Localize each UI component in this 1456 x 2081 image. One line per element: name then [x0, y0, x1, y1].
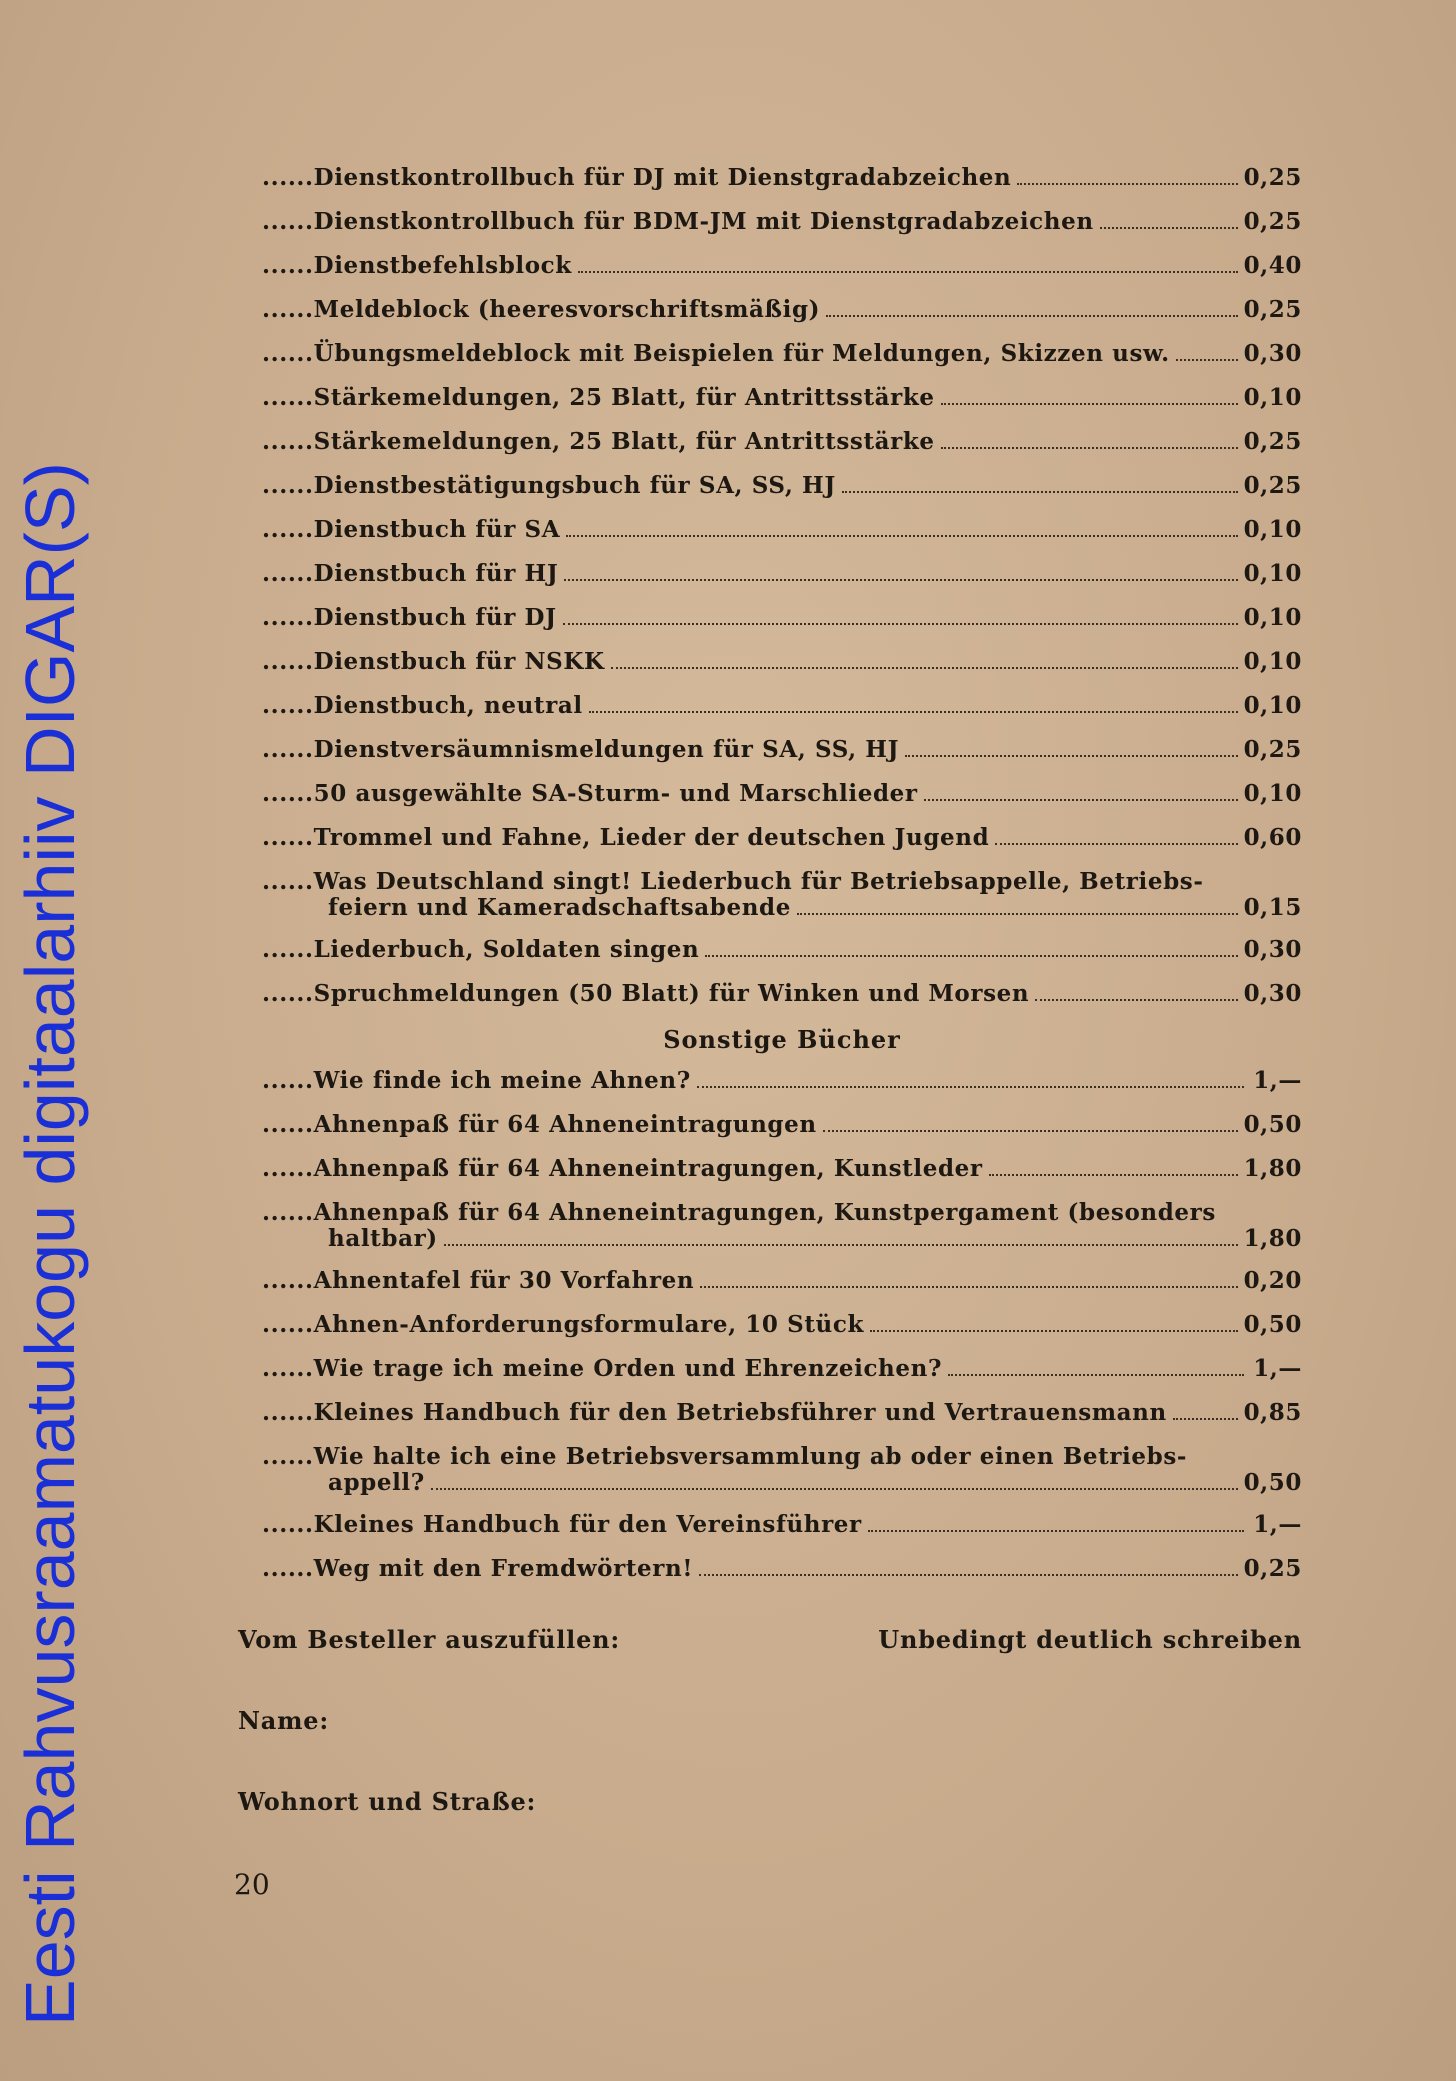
list-item — [262, 385, 1302, 411]
item-list-group-2 — [262, 1068, 1302, 1582]
item-price: 1,80 — [1243, 1155, 1302, 1182]
dot-leader — [797, 913, 1238, 915]
item-price: 0,50 — [1243, 1469, 1302, 1496]
dot-leader — [1173, 1418, 1238, 1420]
item-title-line-1 — [262, 869, 1302, 895]
item-title: Dienstbefehlsblock — [313, 252, 572, 279]
list-item — [262, 253, 1302, 279]
dot-leader — [1100, 227, 1238, 229]
item-title: Kleines Handbuch für den Vereinsführer — [313, 1511, 862, 1538]
item-title: Spruchmeldungen (50 Blatt) für Winken und Morsen — [313, 980, 1030, 1007]
item-lead-dots: ...... — [262, 384, 314, 411]
list-item — [262, 1156, 1302, 1182]
dot-leader — [924, 799, 1238, 801]
item-title: Stärkemeldungen, 25 Blatt, für Antrittsstärke — [313, 428, 935, 455]
item-price: 0,10 — [1243, 384, 1302, 411]
item-lead-dots: ...... — [262, 340, 314, 367]
item-title: Dienstbuch für HJ — [313, 560, 559, 587]
dot-leader — [870, 1330, 1238, 1332]
item-lead-dots: ...... — [262, 472, 314, 499]
item-title: Ahnenpaß für 64 Ahneneintragungen — [313, 1111, 817, 1138]
dot-leader — [948, 1374, 1244, 1376]
form-left-label: Vom Besteller auszufüllen: — [238, 1625, 621, 1654]
list-item — [262, 1200, 1302, 1252]
item-title: Stärkemeldungen, 25 Blatt, für Antrittsstärke — [313, 384, 935, 411]
item-price: 0,50 — [1243, 1111, 1302, 1138]
dot-leader — [995, 843, 1237, 845]
item-price: 1,80 — [1243, 1225, 1302, 1252]
item-title-continued: haltbar) — [328, 1225, 438, 1252]
item-title: Meldeblock (heeresvorschriftsmäßig) — [313, 296, 821, 323]
item-lead-dots: ...... — [262, 868, 314, 895]
item-title: Dienstbuch für DJ — [313, 604, 557, 631]
list-item — [262, 981, 1302, 1007]
address-field-label: Wohnort und Straße: — [238, 1787, 537, 1816]
list-item — [262, 561, 1302, 587]
item-title-continued: feiern und Kameradschaftsabende — [328, 894, 791, 921]
name-field-label: Name: — [238, 1706, 330, 1735]
item-price: 1,— — [1253, 1067, 1302, 1094]
item-price: 0,30 — [1243, 980, 1302, 1007]
item-lead-dots: ...... — [262, 1155, 314, 1182]
item-price: 0,25 — [1243, 1555, 1302, 1582]
item-title: Dienstbuch, neutral — [313, 692, 583, 719]
dot-leader — [578, 271, 1238, 273]
item-title-block — [262, 1200, 1302, 1252]
dot-leader — [826, 315, 1237, 317]
list-item — [262, 165, 1302, 191]
item-title: Dienstkontrollbuch für BDM-JM mit Dienstgradabzeichen — [313, 208, 1094, 235]
list-item — [262, 1400, 1302, 1426]
order-form — [238, 1625, 1302, 1816]
item-price: 0,25 — [1243, 164, 1302, 191]
list-item — [262, 297, 1302, 323]
item-lead-dots: ...... — [262, 428, 314, 455]
section-heading: Sonstige Bücher — [663, 1025, 901, 1054]
list-item — [262, 1512, 1302, 1538]
dot-leader — [905, 755, 1237, 757]
item-title: Ahnen-Anforderungsformulare, 10 Stück — [313, 1311, 865, 1338]
item-title-block — [262, 1444, 1302, 1496]
item-price: 0,15 — [1243, 894, 1302, 921]
dot-leader — [989, 1174, 1238, 1176]
item-lead-dots: ...... — [262, 604, 314, 631]
item-lead-dots: ...... — [262, 516, 314, 543]
item-lead-dots: ...... — [262, 1555, 314, 1582]
price-list — [262, 165, 1302, 1600]
list-item — [262, 937, 1302, 963]
item-title: Dienstbuch für NSKK — [313, 648, 605, 675]
item-price: 0,10 — [1243, 604, 1302, 631]
list-item — [262, 1268, 1302, 1294]
dot-leader — [564, 579, 1237, 581]
dot-leader — [705, 955, 1237, 957]
dot-leader — [1176, 359, 1238, 361]
dot-leader — [700, 1286, 1237, 1288]
item-price: 0,10 — [1243, 560, 1302, 587]
dot-leader — [444, 1244, 1238, 1246]
list-item — [262, 1312, 1302, 1338]
item-title: Dienstbuch für SA — [313, 516, 561, 543]
dot-leader — [941, 447, 1238, 449]
list-item — [262, 341, 1302, 367]
form-right-label: Unbedingt deutlich schreiben — [878, 1625, 1302, 1654]
item-title: Dienstkontrollbuch für DJ mit Dienstgradabzeichen — [313, 164, 1012, 191]
dot-leader — [1017, 183, 1237, 185]
item-lead-dots: ...... — [262, 980, 314, 1007]
item-lead-dots: ...... — [262, 692, 314, 719]
list-item — [262, 693, 1302, 719]
item-lead-dots: ...... — [262, 1267, 314, 1294]
item-price: 1,— — [1253, 1511, 1302, 1538]
item-title: Ahnenpaß für 64 Ahneneintragungen, Kunstleder — [313, 1155, 983, 1182]
list-item — [262, 429, 1302, 455]
item-title-line-1 — [262, 1444, 1302, 1470]
item-price: 0,10 — [1243, 516, 1302, 543]
item-title-line-2 — [262, 895, 1302, 921]
list-item — [262, 781, 1302, 807]
item-price: 0,10 — [1243, 648, 1302, 675]
item-lead-dots: ...... — [262, 936, 314, 963]
item-title-line-1 — [262, 1200, 1302, 1226]
dot-leader — [611, 667, 1238, 669]
dot-leader — [431, 1488, 1238, 1490]
item-title: Ahnentafel für 30 Vorfahren — [313, 1267, 695, 1294]
dot-leader — [697, 1086, 1244, 1088]
item-lead-dots: ...... — [262, 1443, 314, 1470]
item-lead-dots: ...... — [262, 780, 314, 807]
item-lead-dots: ...... — [262, 208, 314, 235]
item-title: Was Deutschland singt! Liederbuch für Betriebsappelle, Betriebs- — [313, 868, 1204, 895]
dot-leader — [566, 535, 1237, 537]
dot-leader — [1035, 999, 1237, 1001]
item-lead-dots: ...... — [262, 1199, 314, 1226]
list-item — [262, 473, 1302, 499]
item-price: 0,25 — [1243, 296, 1302, 323]
item-lead-dots: ...... — [262, 296, 314, 323]
item-lead-dots: ...... — [262, 1311, 314, 1338]
list-item — [262, 209, 1302, 235]
list-item — [262, 825, 1302, 851]
list-item — [262, 517, 1302, 543]
item-title: Weg mit den Fremdwörtern! — [313, 1555, 694, 1582]
item-lead-dots: ...... — [262, 736, 314, 763]
item-price: 0,10 — [1243, 692, 1302, 719]
item-title: Wie trage ich meine Orden und Ehrenzeichen? — [313, 1355, 943, 1382]
item-title: Kleines Handbuch für den Betriebsführer und Vertrauensmann — [313, 1399, 1167, 1426]
item-lead-dots: ...... — [262, 1067, 314, 1094]
item-title: Ahnenpaß für 64 Ahneneintragungen, Kunstpergament (besonders — [313, 1199, 1216, 1226]
item-price: 0,60 — [1243, 824, 1302, 851]
item-lead-dots: ...... — [262, 252, 314, 279]
item-price: 0,25 — [1243, 208, 1302, 235]
list-item — [262, 869, 1302, 921]
item-title: Dienstbestätigungsbuch für SA, SS, HJ — [313, 472, 836, 499]
list-item — [262, 1556, 1302, 1582]
item-price: 0,20 — [1243, 1267, 1302, 1294]
item-price: 0,30 — [1243, 340, 1302, 367]
list-item — [262, 1112, 1302, 1138]
item-lead-dots: ...... — [262, 1355, 314, 1382]
dot-leader — [563, 623, 1238, 625]
form-header — [238, 1625, 1302, 1654]
list-item — [262, 1356, 1302, 1382]
dot-leader — [823, 1130, 1238, 1132]
dot-leader — [941, 403, 1238, 405]
item-list-group-1 — [262, 165, 1302, 1007]
item-title: Wie finde ich meine Ahnen? — [313, 1067, 691, 1094]
item-title: Dienstversäumnismeldungen für SA, SS, HJ — [313, 736, 900, 763]
item-title: Trommel und Fahne, Lieder der deutschen Jugend — [313, 824, 990, 851]
archive-watermark: Eesti Rahvusraamatukogu digitaalarhiiv DIGAR(S) — [11, 462, 89, 2026]
dot-leader — [699, 1574, 1238, 1576]
item-title-line-2 — [262, 1470, 1302, 1496]
item-lead-dots: ...... — [262, 1111, 314, 1138]
item-title: Liederbuch, Soldaten singen — [313, 936, 700, 963]
item-title: Übungsmeldeblock mit Beispielen für Meldungen, Skizzen usw. — [313, 340, 1170, 367]
item-price: 1,— — [1253, 1355, 1302, 1382]
item-price: 0,40 — [1243, 252, 1302, 279]
item-lead-dots: ...... — [262, 1511, 314, 1538]
item-lead-dots: ...... — [262, 560, 314, 587]
list-item — [262, 1444, 1302, 1496]
item-price: 0,10 — [1243, 780, 1302, 807]
item-price: 0,30 — [1243, 936, 1302, 963]
item-lead-dots: ...... — [262, 824, 314, 851]
page-number: 20 — [234, 1868, 270, 1901]
list-item — [262, 1068, 1302, 1094]
item-price: 0,50 — [1243, 1311, 1302, 1338]
item-title: 50 ausgewählte SA-Sturm- und Marschlieder — [313, 780, 918, 807]
item-lead-dots: ...... — [262, 648, 314, 675]
list-item — [262, 649, 1302, 675]
dot-leader — [868, 1530, 1244, 1532]
dot-leader — [842, 491, 1238, 493]
item-price: 0,25 — [1243, 472, 1302, 499]
item-title-block — [262, 869, 1302, 921]
item-title: Wie halte ich eine Betriebsversammlung ab oder einen Betriebs- — [313, 1443, 1188, 1470]
list-item — [262, 605, 1302, 631]
item-price: 0,25 — [1243, 428, 1302, 455]
item-price: 0,25 — [1243, 736, 1302, 763]
list-item — [262, 737, 1302, 763]
item-title-continued: appell? — [328, 1469, 425, 1496]
item-lead-dots: ...... — [262, 1399, 314, 1426]
dot-leader — [589, 711, 1238, 713]
item-title-line-2 — [262, 1226, 1302, 1252]
item-lead-dots: ...... — [262, 164, 314, 191]
item-price: 0,85 — [1243, 1399, 1302, 1426]
